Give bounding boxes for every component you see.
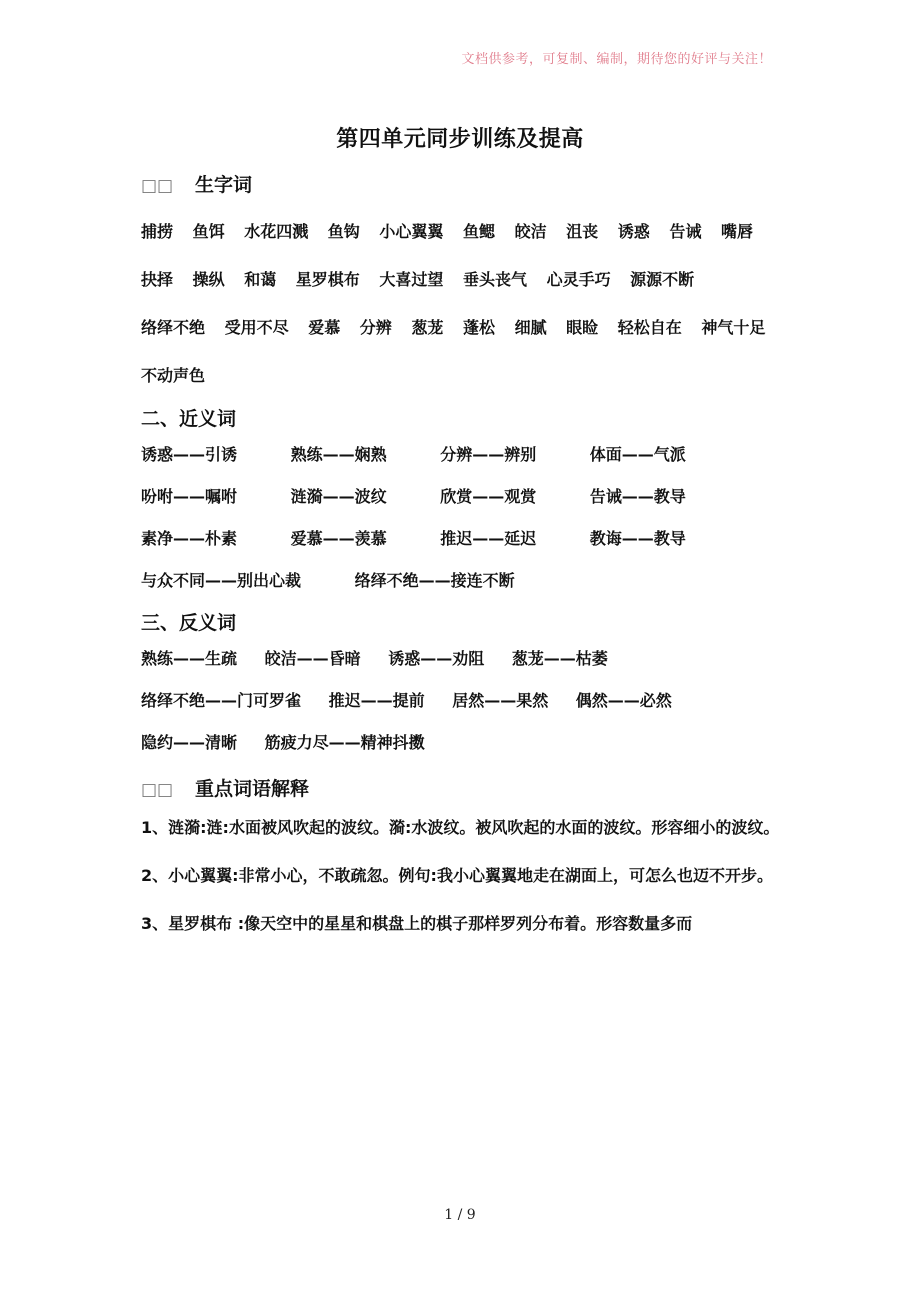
- vocab-word: 爱慕: [308, 318, 341, 337]
- vocab-word: 沮丧: [566, 222, 599, 241]
- synonym-pair: 教诲——教导: [589, 529, 686, 548]
- watermark-text: 文档供参考，可复制、编制，期待您的好评与关注！: [461, 52, 772, 67]
- vocab-word: 蓬松: [462, 318, 495, 337]
- vocab-word: 葱茏: [411, 318, 444, 337]
- vocab-word: 分辨: [359, 318, 392, 337]
- vocab-word: 不动声色: [141, 366, 206, 385]
- antonym-pair: 偶然——必然: [575, 691, 672, 710]
- vocab-list: [141, 208, 781, 400]
- vocab-word: 心灵手巧: [546, 270, 611, 289]
- vocab-word: 络绎不绝: [141, 318, 206, 337]
- vocab-word: 垂头丧气: [462, 270, 527, 289]
- synonym-pair: 熟练——娴熟: [290, 445, 387, 464]
- antonym-pair: 隐约——清晰: [141, 733, 238, 752]
- definition-number: 1、: [141, 818, 169, 837]
- vocab-word: 神气十足: [701, 318, 766, 337]
- section-heading-synonyms: 二、近义词: [141, 408, 237, 430]
- antonym-pair: 熟练——生疏: [141, 649, 238, 668]
- vocab-word: 受用不尽: [224, 318, 289, 337]
- antonym-pair: 络绎不绝——门可罗雀: [141, 691, 302, 710]
- vocab-word: 诱惑: [617, 222, 650, 241]
- section-title: 重点词语解释: [195, 778, 310, 800]
- definition-item: [141, 852, 781, 900]
- vocab-word: 告诫: [669, 222, 702, 241]
- antonym-pair: 筋疲力尽——精神抖擞: [264, 733, 425, 752]
- antonym-list: [141, 638, 781, 764]
- antonym-pair: 诱惑——劝阻: [388, 649, 485, 668]
- vocab-word: 嘴唇: [720, 222, 753, 241]
- synonym-pair: 欣赏——观赏: [440, 487, 537, 506]
- synonym-pair: 与众不同——别出心裁: [141, 571, 302, 590]
- vocab-word: 和蔼: [244, 270, 277, 289]
- definition-number: 3、: [141, 914, 169, 933]
- page-title: 第四单元同步训练及提高: [336, 126, 584, 152]
- vocab-word: 水花四溅: [244, 222, 309, 241]
- vocab-word: 操纵: [192, 270, 225, 289]
- vocab-word: 捕捞: [141, 222, 174, 241]
- synonym-pair: 分辨——辨别: [440, 445, 537, 464]
- section-heading-antonyms: 三、反义词: [141, 612, 237, 634]
- vocab-word: 大喜过望: [379, 270, 444, 289]
- vocab-word: 鱼鳃: [462, 222, 495, 241]
- section-heading-new-words: [141, 170, 781, 200]
- vocab-word: 源源不断: [630, 270, 695, 289]
- synonym-pair: 素净——朴素: [141, 529, 238, 548]
- definition-text: 涟漪:涟:水面被风吹起的波纹。漪:水波纹。被风吹起的水面的波纹。形容细小的波纹。: [168, 818, 780, 837]
- definition-list: [141, 804, 781, 948]
- definition-item: [141, 804, 781, 852]
- synonym-list: [141, 434, 781, 602]
- vocab-word: 小心翼翼: [379, 222, 444, 241]
- antonym-pair: 葱茏——枯萎: [511, 649, 608, 668]
- definition-text: 星罗棋布 :像天空中的星星和棋盘上的棋子那样罗列分布着。形容数量多而: [168, 914, 693, 933]
- vocab-word: 鱼钩: [327, 222, 360, 241]
- definition-number: 2、: [141, 866, 169, 885]
- synonym-pair: 推迟——延迟: [440, 529, 537, 548]
- section-heading-key-terms: [141, 774, 781, 804]
- antonym-pair: 推迟——提前: [328, 691, 425, 710]
- synonym-pair: 爱慕——羡慕: [290, 529, 387, 548]
- vocab-word: 皎洁: [514, 222, 547, 241]
- vocab-word: 细腻: [514, 318, 547, 337]
- document-body: [141, 170, 781, 948]
- synonym-pair: 告诫——教导: [589, 487, 686, 506]
- vocab-word: 轻松自在: [617, 318, 682, 337]
- synonym-pair: 体面——气派: [589, 445, 686, 464]
- page-number: 1 / 9: [444, 1207, 476, 1223]
- vocab-word: 眼睑: [566, 318, 599, 337]
- vocab-word: 抉择: [141, 270, 174, 289]
- antonym-pair: 皎洁——昏暗: [264, 649, 361, 668]
- definition-text: 小心翼翼:非常小心，不敢疏忽。例句:我小心翼翼地走在湖面上，可怎么也迈不开步。: [168, 866, 773, 885]
- vocab-word: 星罗棋布: [295, 270, 360, 289]
- section-marker: □□: [141, 176, 174, 196]
- vocab-word: 鱼饵: [192, 222, 225, 241]
- synonym-pair: 涟漪——波纹: [290, 487, 387, 506]
- synonym-pair: 络绎不绝——接连不断: [354, 571, 515, 590]
- synonym-pair: 诱惑——引诱: [141, 445, 238, 464]
- synonym-pair: 吩咐——嘱咐: [141, 487, 238, 506]
- section-title: 生字词: [195, 174, 253, 196]
- definition-item: [141, 900, 781, 948]
- section-marker: □□: [141, 780, 174, 800]
- antonym-pair: 居然——果然: [452, 691, 549, 710]
